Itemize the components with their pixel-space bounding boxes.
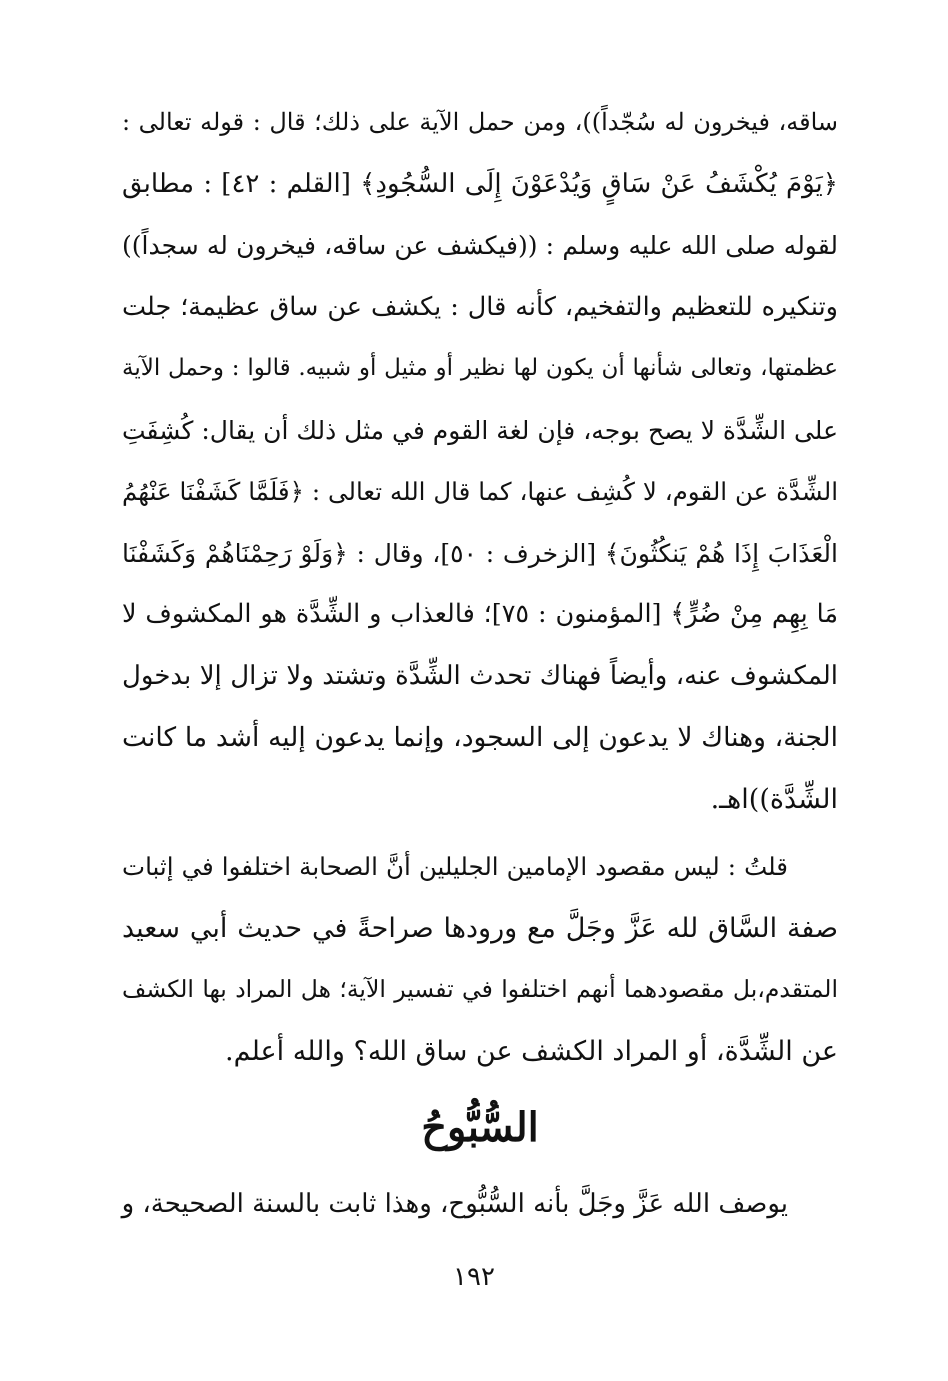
text-line: الجنة، وهناك لا يدعون إلى السجود، وإنما يدعون إليه أشد ما كانت [122,722,838,753]
text-line: عظمتها، وتعالى شأنها أن يكون لها نظير أو مثيل أو شبيه. قالوا : وحمل الآية [122,355,838,381]
page-number: ١٩٢ [453,1262,495,1292]
text-line: ﴿يَوْمَ يُكْشَفُ عَنْ سَاقٍ وَيُدْعَوْنَ إِلَى السُّجُودِ﴾ [القلم : ٤٢] : مطابق [122,168,838,199]
text-line: على الشِّدَّة لا يصح بوجه، فإن لغة القوم في مثل ذلك أن يقال: كُشِفَتِ [122,415,838,445]
text-line: الشِّدَّة))اهـ. [710,783,838,815]
paragraph-1 [122,92,838,830]
text-line: صفة السَّاق لله عَزَّ وجَلَّ مع ورودها صراحةً في حديث أبي سعيد [122,912,838,944]
text-line: قلتُ : ليس مقصود الإمامين الجليلين أنَّ الصحابة اختلفوا في إثبات [122,852,788,881]
paragraph-2 [122,836,838,1082]
page-body [122,92,838,1342]
text-line: لقوله صلى الله عليه وسلم : ((فيكشف عن ساقه، فيخرون له سجداً)) [122,231,838,260]
text-line: الشِّدَّة عن القوم، لا كُشِف عنها، كما قال الله تعالى : ﴿فَلَمَّا كَشَفْنَا عَنْهُمُ [122,477,838,506]
text-line: يوصف الله عَزَّ وجَلَّ بأنه السُّبُّوح، وهذا ثابت بالسنة الصحيحة، و [121,1189,788,1219]
paragraph-3 [122,1174,838,1236]
text-line: مَا بِهِم مِنْ ضُرٍّ﴾ [المؤمنون : ٧٥]؛ فالعذاب و الشِّدَّة هو المكشوف لا [122,599,838,629]
text-line: وتنكيره للتعظيم والتفخيم، كأنه قال : يكشف عن ساق عظيمة؛ جلت [122,291,838,322]
text-line: المتقدم،بل مقصودهما أنهم اختلفوا في تفسير الآية؛ هل المراد بها الكشف [122,975,838,1003]
text-line: المكشوف عنه، وأيضاً فهناك تحدث الشِّدَّة وتشتد ولا تزال إلا بدخول [122,660,838,691]
section-heading: السُّبُّوحُ [421,1104,539,1151]
text-line: عن الشِّدَّة، أو المراد الكشف عن ساق الله؟ والله أعلم. [225,1035,838,1067]
text-line: ساقه، فيخرون له سُجّداً))، ومن حمل الآية على ذلك؛ قال : قوله تعالى : [122,108,838,136]
text-line: الْعَذَابَ إِذَا هُمْ يَنكُثُونَ﴾ [الزخرف : ٥٠]، وقال : ﴿وَلَوْ رَحِمْنَاهُمْ وَكَشَفْنَا [122,538,838,568]
